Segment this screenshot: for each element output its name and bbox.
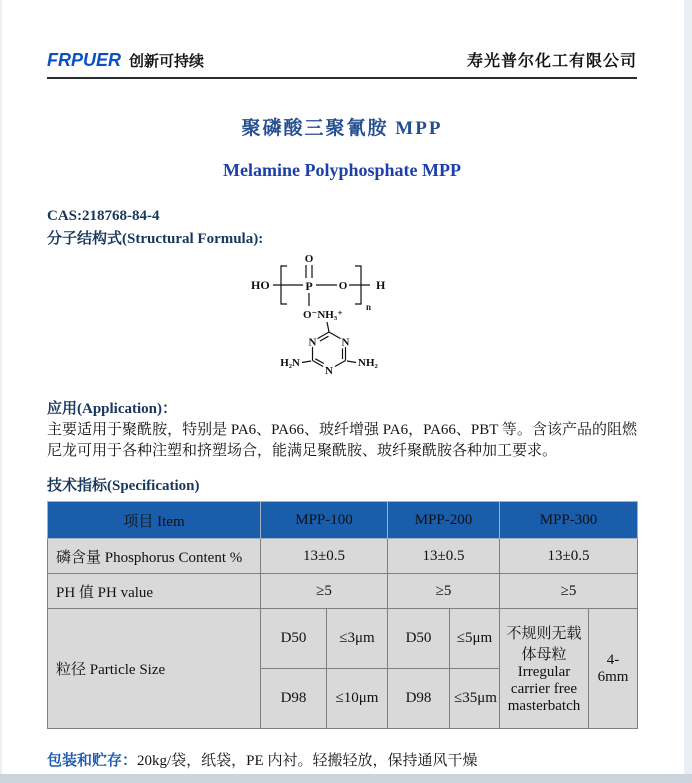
ring-nitrogen-bottom: N (325, 365, 333, 377)
particle-mpp100-d98-key: D98 (261, 669, 327, 729)
company-name: 寿光普尔化工有限公司 (466, 53, 637, 70)
label-o-right: O (338, 280, 348, 292)
col-header-mpp200: MPP-200 (388, 502, 500, 539)
document-header (47, 48, 637, 79)
product-title-en: Melamine Polyphosphate MPP (223, 160, 461, 180)
particle-mpp200-d98-key: D98 (388, 669, 450, 729)
label-ho: HO (251, 278, 270, 292)
packaging-label: 包装和贮存： (47, 753, 138, 769)
phosphorus-mpp100: 13±0.5 (261, 539, 388, 574)
ring-nitrogen-left: N (308, 336, 317, 349)
ring-nitrogen-right: N (341, 336, 350, 349)
product-title-zh: 聚磷酸三聚氰胺 MPP (241, 118, 443, 139)
ph-mpp100: ≥5 (261, 574, 388, 609)
brand-block (47, 50, 204, 71)
packaging-storage-line (47, 749, 637, 770)
application-body: 主要适用于聚酰胺，特别是 PA6、PA66、玻纤增强 PA6，PA66、PBT 等。含该产品的阻燃尼龙可用于各种注塑和挤塑场合，能满足聚酰胺、玻纤聚酰胺各种加工要求。 (47, 422, 637, 459)
ph-mpp300: ≥5 (500, 574, 638, 609)
cas-number: CAS:218768-84-4 (47, 208, 160, 224)
phosphorus-mpp200: 13±0.5 (388, 539, 500, 574)
particle-mpp200-d98-value: ≤35μm (450, 669, 500, 729)
label-h2n: H₂N (280, 357, 300, 369)
label-n-subscript: n (366, 302, 372, 312)
specification-table (47, 501, 638, 729)
ph-mpp200: ≥5 (388, 574, 500, 609)
label-h: H (376, 278, 386, 292)
table-row-ph (48, 574, 638, 609)
row-label-phosphorus: 磷含量 Phosphorus Content % (48, 539, 261, 574)
structural-formula-diagram (229, 252, 455, 384)
table-row-particle-d50 (48, 609, 638, 669)
label-nh2: NH₂ (358, 357, 378, 369)
particle-mpp100-d98-value: ≤10μm (327, 669, 388, 729)
structural-formula-figure (47, 252, 637, 389)
page-content (0, 48, 692, 770)
particle-mpp300-description: 不规则无载体母粒 Irregular carrier free masterbatch (500, 609, 589, 729)
page-edge-bottom (0, 774, 692, 783)
particle-mpp100-d50-value: ≤3μm (327, 609, 388, 669)
particle-mpp200-d50-key: D50 (388, 609, 450, 669)
specification-heading: 技术指标(Specification) (47, 478, 200, 494)
label-p: P (305, 279, 313, 293)
brand-tagline: 创新可持续 (129, 54, 205, 70)
col-header-mpp100: MPP-100 (261, 502, 388, 539)
phosphorus-mpp300: 13±0.5 (500, 539, 638, 574)
col-header-item: 项目 Item (48, 502, 261, 539)
application-heading: 应用(Application)： (47, 401, 178, 417)
structural-formula-heading: 分子结构式(Structural Formula): (47, 231, 264, 247)
label-o-top: O (304, 253, 314, 265)
table-header-row (48, 502, 638, 539)
particle-mpp100-d50-key: D50 (261, 609, 327, 669)
col-header-mpp300: MPP-300 (500, 502, 638, 539)
table-row-phosphorus (48, 539, 638, 574)
row-label-ph: PH 值 PH value (48, 574, 261, 609)
packaging-body: 20kg/袋，纸袋，PE 内衬。轻搬轻放，保持通风干燥 (137, 753, 478, 769)
label-o-nh3: O⁻NH₃⁺ (303, 309, 343, 321)
row-label-particle-size: 粒径 Particle Size (48, 609, 261, 729)
particle-mpp300-size: 4-6mm (589, 609, 638, 729)
company-logo: FRPUER (47, 50, 122, 70)
particle-mpp200-d50-value: ≤5μm (450, 609, 500, 669)
